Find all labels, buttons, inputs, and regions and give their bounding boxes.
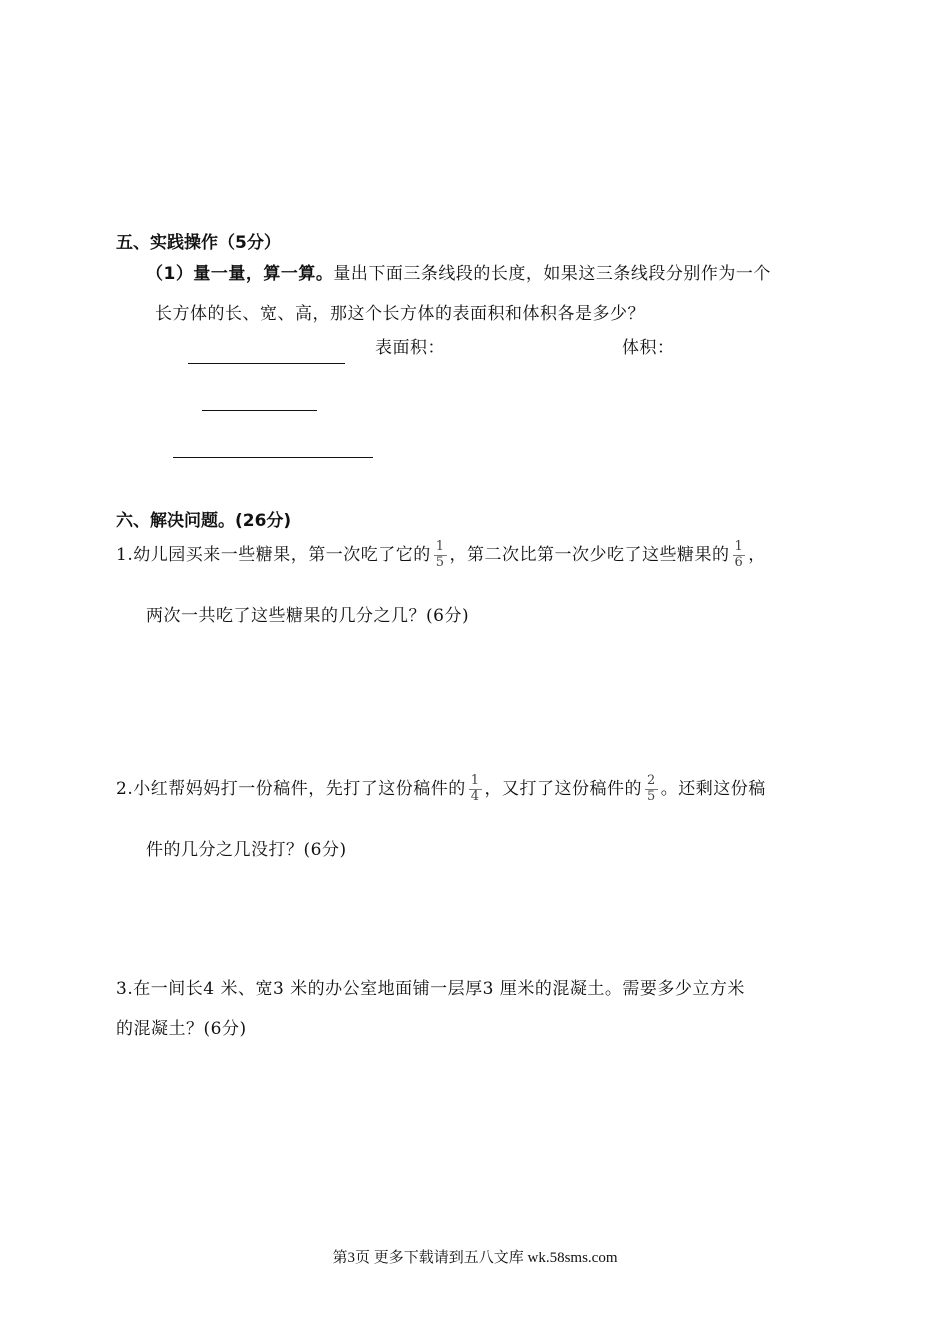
surface-area-label: 表面积： (375, 338, 445, 358)
problem-2-line-2: 件的几分之几没打？(6分) (146, 840, 347, 860)
problem-1-line-1 (116, 540, 766, 571)
question-text: 量出下面三条线段的长度，如果这三条线段分别作为一个 (333, 264, 771, 284)
question-number: （1） (146, 264, 194, 284)
problem-2-text-c: 。还剩这份稿 (660, 779, 766, 799)
line-segment-2 (202, 410, 317, 411)
fraction-one-sixth: $\frac{1}{6}$ (734, 539, 744, 570)
volume-label: 体积： (622, 338, 675, 358)
problem-1-line-2: 两次一共吃了这些糖果的几分之几？(6分) (146, 606, 470, 626)
problem-1-text-b: ，第二次比第一次少吃了这些糖果的 (449, 545, 730, 565)
question-5-1-continued: 长方体的长、宽、高，那这个长方体的表面积和体积各是多少？ (155, 304, 645, 324)
question-5-1 (146, 259, 771, 284)
section-5-title: 五、实践操作（5分） (116, 233, 281, 253)
line-segment-3 (173, 457, 373, 458)
line-segment-1 (188, 363, 345, 364)
fraction-one-fifth: $\frac{1}{5}$ (435, 539, 445, 570)
problem-2-text-b: ，又打了这份稿件的 (484, 779, 643, 799)
fraction-two-fifths: $\frac{2}{5}$ (647, 773, 656, 804)
problem-2-text-a: 2.小红帮妈妈打一份稿件，先打了这份稿件的 (116, 779, 466, 799)
fraction-one-fourth: $\frac{1}{4}$ (470, 773, 480, 804)
problem-3-line-1: 3.在一间长4 米、宽3 米的办公室地面铺一层厚3 厘米的混凝土。需要多少立方米 (116, 979, 745, 999)
section-6-title: 六、解决问题。(26分) (116, 511, 292, 531)
problem-3-line-2: 的混凝土？(6分) (116, 1019, 247, 1039)
question-emphasis: 量一量，算一算。 (193, 264, 334, 284)
problem-1-text-a: 1.幼儿园买来一些糖果，第一次吃了它的 (116, 545, 431, 565)
problem-2-line-1 (116, 774, 766, 805)
page-footer: 第3页 更多下载请到五八文库 wk.58sms.com (332, 1250, 618, 1266)
problem-1-text-c: ， (748, 545, 766, 565)
